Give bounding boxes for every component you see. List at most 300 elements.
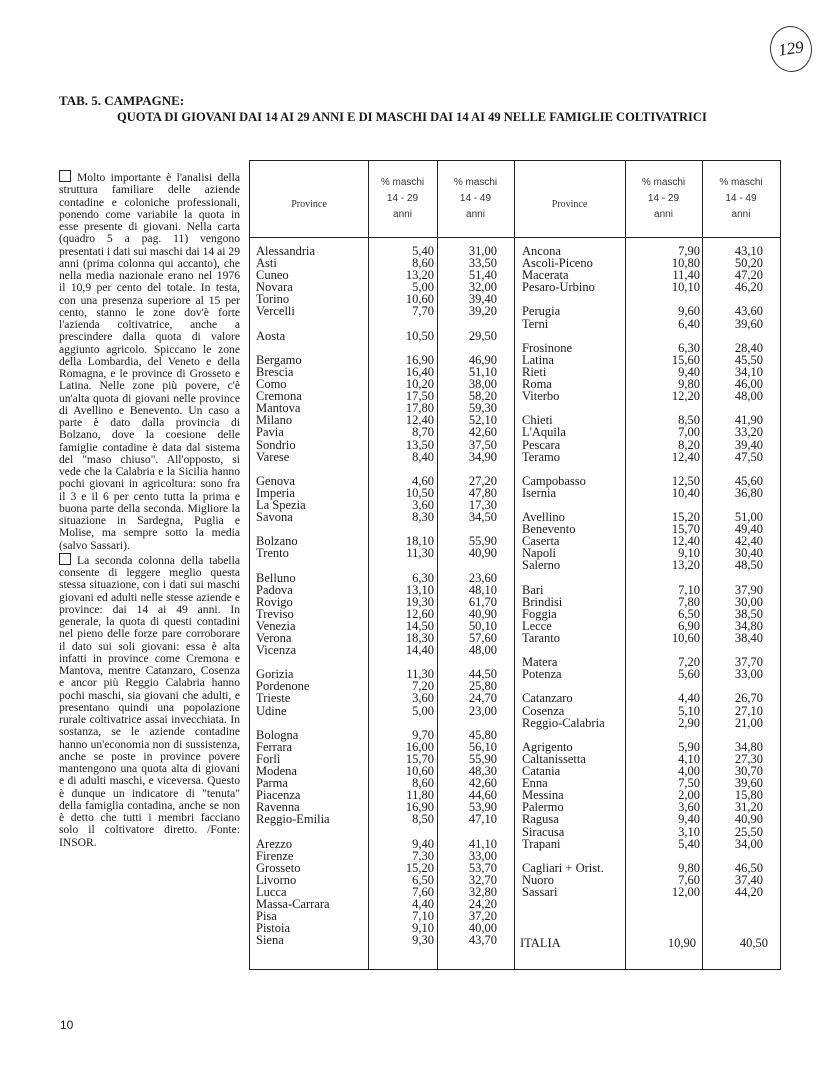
- pct-14-29-cell: 9,70: [412, 727, 434, 742]
- province-cell: Perugia: [522, 304, 561, 319]
- table-row: [516, 305, 763, 317]
- pct-14-49-cell: 51,40: [468, 268, 497, 283]
- province-cell: Isernia: [522, 485, 557, 500]
- pct-14-29-cell: 6,90: [678, 618, 700, 633]
- pct-14-29-cell: 13,20: [671, 558, 700, 573]
- province-cell: Pescara: [522, 437, 561, 452]
- paragraph-2-text: La seconda colonna della tabella consente di leggere meglio questa stessa situazione, con i dati sui maschi giovani ed adulti nelle stesse aziende e province: dai 14 ai 49 anni. In generale, la quota di questi contadini nel pieno delle forze pare corroborare il dato sui soli giovani: essa è alta infatti in province come Cremona e Mantova, mentre Catanzaro, Cosenza e ancor più Reggio Calabria hanno pochi maschi, sia giovani che adulti, e presentano quindi una popolazione rurale coltivatrice assai invecchiata. In sostanza, se le aziende contadine hanno un'economia non di sussistenza, anche se poste in province povere mantengono una quota alta di giovani e di adulti maschi, e viceversa. Questo è dunque un indicatore di "tenuta" della famiglia contadina, anche se non è detto che tutti i membri facciano solo il coltivatore diretto. /Fonte: INSOR.: [59, 553, 240, 849]
- pct-14-49-cell: 58,20: [468, 389, 497, 404]
- pct-14-49-cell: 34,80: [734, 618, 763, 633]
- paragraph-1-text: Molto importante è l'analisi della struttura familiare delle aziende contadine e coloniche professionali, ponendo come variabile la quota in esse presente di giovani. Nella carta (quadro 5 a pag. 11) vengono presentati i dati sui maschi dai 14 ai 29 anni (prima colonna qui accanto), che nella media nazionale erano nel 1976 il 10,9 per cento del totale. In testa, con una presenza superiore al 15 per cento, stanno le zone dov'è forte l'azienda coltivatrice, anche a prescindere dalla quota di valore aggiunto agricolo. Spiccano le zone della Lombardia, del Veneto e della Romagna, e le province di Grosseto e Latina. Nelle zone più povere, c'è un'alta quota di giovani nelle province di Avellino e Benevento. Un caso a parte è dato dalla provincia di Bolzano, dove la coesione delle famiglie contadine è data dal sistema del "maso chiuso". All'opposto, si vede che la Calabria e la Sicilia hanno pochi giovani in agricoltura: sono fra il 3 e il 6 per cento tutta la prima e buona parte della seconda. Migliore la situazione in Sardegna, Puglia e Molise, ma sempre sotto la media (salvo Sassari).: [59, 171, 240, 552]
- spacer-row: [250, 826, 497, 838]
- pct-14-49-cell: 33,00: [734, 667, 763, 682]
- province-cell: Salerno: [522, 558, 561, 573]
- checkbox-square-icon: [59, 553, 71, 565]
- pct-14-29-cell: 7,20: [678, 655, 700, 670]
- province-cell: Udine: [256, 703, 287, 718]
- province-cell: Vicenza: [256, 643, 297, 658]
- province-cell: Enna: [522, 776, 548, 791]
- pct-14-49-cell: 47,80: [468, 485, 497, 500]
- province-cell: Trapani: [522, 836, 561, 851]
- pct-14-49-cell: 37,90: [734, 582, 763, 597]
- table-row: [516, 451, 763, 463]
- pct-14-49-cell: 45,50: [734, 352, 763, 367]
- pct-14-29-cell: 8,40: [412, 449, 434, 464]
- province-cell: Livorno: [256, 872, 297, 887]
- province-cell: Caltanissetta: [522, 751, 586, 766]
- table-row: [250, 330, 497, 342]
- spacer-row: [516, 330, 763, 342]
- province-cell: Catanzaro: [522, 691, 573, 706]
- spacer-row: [250, 717, 497, 729]
- pct-14-29-cell: 12,60: [405, 606, 434, 621]
- province-cell: Grosseto: [256, 860, 301, 875]
- pct-14-29-cell: 8,50: [678, 413, 700, 428]
- table-row: [516, 608, 763, 620]
- pct-14-49-cell: 37,50: [468, 437, 497, 452]
- pct-14-49-cell: 61,70: [468, 594, 497, 609]
- pct-14-29-cell: 7,30: [412, 848, 434, 863]
- province-cell: Ascoli-Piceno: [522, 256, 593, 271]
- spacer-row: [516, 572, 763, 584]
- province-cell: Cremona: [256, 389, 302, 404]
- pct-14-49-cell: 23,60: [468, 570, 497, 585]
- province-cell: Brescia: [256, 364, 294, 379]
- italia-value-1: 10,90: [667, 936, 696, 950]
- province-cell: Avellino: [522, 510, 565, 525]
- pct-14-49-cell: 41,90: [734, 413, 763, 428]
- province-cell: Trieste: [256, 691, 291, 706]
- pct-14-49-cell: 27,20: [468, 473, 497, 488]
- pct-14-29-cell: 14,50: [405, 618, 434, 633]
- pct-14-49-cell: 27,10: [734, 703, 763, 718]
- pct-14-29-cell: 13,20: [405, 268, 434, 283]
- pct-14-49-cell: 53,90: [468, 800, 497, 815]
- province-cell: Venezia: [256, 618, 296, 633]
- province-cell: Verona: [256, 631, 292, 645]
- province-cell: Rieti: [522, 364, 547, 379]
- province-cell: Bolzano: [256, 534, 298, 549]
- pct-14-49-cell: 59,30: [468, 401, 497, 416]
- table-row: [250, 922, 497, 934]
- province-cell: Pistoia: [256, 921, 291, 936]
- pct-14-29-cell: 8,70: [412, 425, 434, 440]
- pct-14-49-cell: 37,40: [734, 872, 763, 887]
- pct-14-29-cell: 12,20: [671, 389, 700, 404]
- pct-14-49-cell: 37,20: [468, 909, 497, 924]
- table-row: [516, 813, 763, 825]
- pct-14-29-cell: 17,50: [405, 389, 434, 404]
- pct-14-29-cell: 15,70: [671, 522, 700, 537]
- table-row: [250, 838, 497, 850]
- table-row: [516, 692, 763, 704]
- header-col1-left: [368, 175, 437, 223]
- pct-14-29-cell: 10,20: [405, 377, 434, 392]
- pct-14-49-cell: 30,00: [734, 594, 763, 609]
- pct-14-29-cell: 7,00: [678, 425, 700, 440]
- pct-14-29-cell: 10,50: [405, 328, 434, 343]
- commentary-paragraph-1: [59, 170, 240, 552]
- pct-14-29-cell: 4,10: [678, 751, 700, 766]
- pct-14-49-cell: 43,60: [734, 304, 763, 319]
- pct-14-29-cell: 5,40: [412, 244, 434, 258]
- province-cell: Roma: [522, 377, 552, 392]
- pct-14-49-cell: 48,10: [468, 582, 497, 597]
- pct-14-29-cell: 18,30: [405, 631, 434, 645]
- pct-14-29-cell: 12,40: [671, 534, 700, 549]
- archive-stamp: 129: [767, 23, 815, 74]
- province-cell: Lecce: [522, 618, 552, 633]
- province-cell: Como: [256, 377, 287, 392]
- province-cell: Arezzo: [256, 836, 293, 851]
- table-row: [250, 305, 497, 317]
- pct-14-49-cell: 39,60: [734, 776, 763, 791]
- pct-14-29-cell: 12,50: [671, 473, 700, 488]
- province-cell: Modena: [256, 764, 297, 779]
- pct-14-49-cell: 49,40: [734, 522, 763, 537]
- page-number: 10: [60, 1018, 74, 1032]
- province-cell: Lucca: [256, 884, 287, 899]
- pct-14-29-cell: 8,20: [678, 437, 700, 452]
- pct-14-49-cell: 50,10: [468, 618, 497, 633]
- pct-14-49-cell: 42,60: [468, 425, 497, 440]
- pct-14-49-cell: 46,90: [468, 352, 497, 367]
- province-cell: Catania: [522, 764, 561, 779]
- italia-label: ITALIA: [520, 936, 561, 950]
- pct-14-49-cell: 25,50: [734, 824, 763, 839]
- pct-14-49-cell: 45,80: [468, 727, 497, 742]
- province-cell: Cagliari + Orist.: [522, 860, 604, 875]
- pct-14-49-cell: 45,60: [734, 473, 763, 488]
- pct-14-49-cell: 21,00: [734, 715, 763, 730]
- province-cell: Bologna: [256, 727, 299, 742]
- province-cell: Ferrara: [256, 739, 293, 754]
- province-cell: Milano: [256, 413, 293, 428]
- pct-14-29-cell: 5,10: [678, 703, 700, 718]
- pct-14-49-cell: 15,80: [734, 788, 763, 803]
- table-row: [250, 644, 497, 656]
- pct-14-29-cell: 7,10: [412, 909, 434, 924]
- province-cell: Brindisi: [522, 594, 563, 609]
- pct-14-49-cell: 47,20: [734, 268, 763, 283]
- pct-14-29-cell: 9,80: [678, 860, 700, 875]
- pct-14-29-cell: 15,60: [671, 352, 700, 367]
- pct-14-49-cell: 40,90: [734, 812, 763, 827]
- table-row: [250, 813, 497, 825]
- table-row: [516, 838, 763, 850]
- pct-14-29-cell: 9,10: [678, 546, 700, 561]
- pct-14-49-cell: 51,10: [468, 364, 497, 379]
- province-cell: Mantova: [256, 401, 301, 416]
- italia-value-2: 40,50: [739, 936, 768, 950]
- pct-14-29-cell: 4,00: [678, 764, 700, 779]
- province-cell: Ravenna: [256, 800, 300, 815]
- province-cell: Trento: [256, 546, 289, 561]
- pct-14-29-cell: 11,30: [406, 546, 434, 561]
- pct-14-29-cell: 5,00: [412, 280, 434, 295]
- province-cell: Belluno: [256, 570, 296, 585]
- pct-14-29-cell: 13,10: [405, 582, 434, 597]
- province-cell: Teramo: [522, 449, 560, 464]
- province-cell: Macerata: [522, 268, 569, 283]
- pct-14-29-cell: 16,90: [405, 352, 434, 367]
- province-cell: Genova: [256, 473, 295, 488]
- pct-14-49-cell: 52,10: [468, 413, 497, 428]
- pct-14-49-cell: 32,70: [468, 872, 497, 887]
- pct-14-49-cell: 57,60: [468, 631, 497, 645]
- province-cell: Reggio-Calabria: [522, 715, 605, 730]
- pct-14-29-cell: 10,60: [405, 292, 434, 307]
- pct-14-29-cell: 15,70: [405, 751, 434, 766]
- pct-14-49-cell: 47,10: [468, 812, 497, 827]
- pct-14-49-cell: 56,10: [468, 739, 497, 754]
- pct-14-29-cell: 9,40: [678, 812, 700, 827]
- pct-14-29-cell: 2,90: [678, 715, 700, 730]
- table-row: [250, 439, 497, 451]
- header-province-right: Province: [551, 199, 588, 210]
- pct-14-49-cell: 27,30: [734, 751, 763, 766]
- pct-14-29-cell: 14,40: [405, 643, 434, 658]
- table-row: [516, 886, 763, 898]
- province-cell: La Spezia: [256, 497, 306, 512]
- table-row: [250, 596, 497, 608]
- pct-14-49-cell: 51,00: [734, 510, 763, 525]
- header-unit: anni: [731, 209, 751, 220]
- province-cell: Pavia: [256, 425, 284, 440]
- province-cell: Napoli: [522, 546, 557, 561]
- table-row: [250, 584, 497, 596]
- province-cell: Pordenone: [256, 679, 310, 694]
- pct-14-29-cell: 7,70: [412, 304, 434, 319]
- pct-14-49-cell: 55,90: [468, 751, 497, 766]
- table-row: [250, 898, 497, 910]
- spacer-row: [516, 850, 763, 862]
- pct-14-49-cell: 39,60: [734, 316, 763, 331]
- province-cell: Nuoro: [522, 872, 554, 887]
- pct-14-29-cell: 7,90: [678, 244, 700, 258]
- pct-14-49-cell: 38,50: [734, 606, 763, 621]
- checkbox-square-icon: [59, 170, 71, 182]
- header-province-left: Province: [291, 199, 327, 210]
- province-cell: Frosinone: [522, 340, 572, 355]
- pct-14-29-cell: 16,00: [405, 739, 434, 754]
- province-cell: Massa-Carrara: [256, 897, 330, 912]
- pct-14-49-cell: 32,80: [468, 884, 497, 899]
- province-cell: Bari: [522, 582, 544, 597]
- province-cell: Novara: [256, 280, 293, 295]
- table-row: [250, 547, 497, 559]
- pct-14-49-cell: 46,50: [734, 860, 763, 875]
- pct-14-49-cell: 39,40: [734, 437, 763, 452]
- pct-14-49-cell: 48,00: [734, 389, 763, 404]
- pct-14-29-cell: 6,50: [678, 606, 700, 621]
- province-cell: Potenza: [522, 667, 562, 682]
- spacer-row: [516, 463, 763, 475]
- province-cell: Padova: [256, 582, 293, 597]
- pct-14-29-cell: 9,10: [412, 921, 434, 936]
- header-label: % maschi: [719, 177, 763, 188]
- province-cell: Campobasso: [522, 473, 586, 488]
- province-cell: Chieti: [522, 413, 553, 428]
- pct-14-49-cell: 33,20: [734, 425, 763, 440]
- italia-total-row: [520, 936, 768, 951]
- pct-14-49-cell: 44,20: [734, 884, 763, 899]
- province-cell: Treviso: [256, 606, 294, 621]
- province-cell: Foggia: [522, 606, 557, 621]
- province-cell: Pesaro-Urbino: [522, 280, 595, 295]
- province-cell: Sondrio: [256, 437, 296, 452]
- province-cell: Imperia: [256, 485, 295, 500]
- table-row: [250, 572, 497, 584]
- pct-14-29-cell: 4,40: [412, 897, 434, 912]
- pct-14-29-cell: 15,20: [405, 860, 434, 875]
- table-row: [250, 705, 497, 717]
- pct-14-49-cell: 26,70: [734, 691, 763, 706]
- pct-14-29-cell: 4,40: [678, 691, 700, 706]
- pct-14-49-cell: 42,40: [734, 534, 763, 549]
- pct-14-49-cell: 39,40: [468, 292, 497, 307]
- table-divider: [514, 161, 515, 969]
- header-col1-right: [625, 175, 702, 223]
- pct-14-29-cell: 18,10: [405, 534, 434, 549]
- pct-14-49-cell: 31,00: [468, 244, 497, 258]
- pct-14-29-cell: 4,60: [412, 473, 434, 488]
- pct-14-49-cell: 46,20: [734, 280, 763, 295]
- pct-14-29-cell: 13,50: [405, 437, 434, 452]
- pct-14-29-cell: 17,80: [405, 401, 434, 416]
- header-rule: [250, 237, 780, 238]
- pct-14-29-cell: 8,50: [412, 812, 434, 827]
- pct-14-49-cell: 42,60: [468, 776, 497, 791]
- table-row: [516, 826, 763, 838]
- header-range: 14 - 49: [459, 193, 492, 204]
- pct-14-29-cell: 9,40: [678, 364, 700, 379]
- pct-14-49-cell: 37,70: [734, 655, 763, 670]
- data-table: [249, 160, 781, 970]
- pct-14-29-cell: 5,90: [678, 739, 700, 754]
- pct-14-49-cell: 40,90: [468, 546, 497, 561]
- province-cell: Terni: [522, 316, 549, 331]
- pct-14-29-cell: 6,40: [678, 316, 700, 331]
- spacer-row: [250, 463, 497, 475]
- pct-14-29-cell: 16,40: [405, 364, 434, 379]
- province-cell: Siena: [256, 933, 284, 948]
- province-cell: Aosta: [256, 328, 286, 343]
- province-cell: Benevento: [522, 522, 576, 537]
- table-row: [250, 245, 497, 257]
- pct-14-49-cell: 43,70: [468, 933, 497, 948]
- pct-14-29-cell: 7,20: [412, 679, 434, 694]
- province-cell: Pisa: [256, 909, 277, 924]
- table-row: [516, 318, 763, 330]
- table-row: [250, 741, 497, 753]
- province-cell: Vercelli: [256, 304, 295, 319]
- table-title: QUOTA DI GIOVANI DAI 14 AI 29 ANNI E DI MASCHI DAI 14 AI 49 NELLE FAMIGLIE COLTIVATRICI: [117, 110, 707, 124]
- pct-14-49-cell: 17,30: [468, 497, 497, 512]
- pct-14-49-cell: 34,80: [734, 739, 763, 754]
- table-row: [516, 366, 763, 378]
- pct-14-29-cell: 9,30: [412, 933, 434, 948]
- pct-14-49-cell: 33,00: [468, 848, 497, 863]
- province-cell: Cosenza: [522, 703, 565, 718]
- pct-14-49-cell: 40,90: [468, 606, 497, 621]
- pct-14-49-cell: 34,50: [468, 510, 497, 525]
- table-row: [516, 426, 763, 438]
- pct-14-29-cell: 15,20: [671, 510, 700, 525]
- table-row: [516, 390, 763, 402]
- province-cell: Caserta: [522, 534, 560, 549]
- pct-14-49-cell: 50,20: [734, 256, 763, 271]
- province-cell: Forlì: [256, 751, 281, 766]
- header-col2-left: [437, 175, 514, 223]
- pct-14-29-cell: 3,10: [678, 824, 700, 839]
- pct-14-29-cell: 8,60: [412, 256, 434, 271]
- header-col2-right: [702, 175, 780, 223]
- province-cell: Piacenza: [256, 788, 301, 803]
- pct-14-49-cell: 36,80: [734, 485, 763, 500]
- pct-14-29-cell: 11,30: [406, 667, 434, 682]
- table-row: [250, 850, 497, 862]
- pct-14-49-cell: 53,70: [468, 860, 497, 875]
- pct-14-29-cell: 9,60: [678, 304, 700, 319]
- pct-14-49-cell: 48,00: [468, 643, 497, 658]
- header-range: 14 - 29: [386, 193, 419, 204]
- pct-14-29-cell: 8,30: [412, 510, 434, 525]
- commentary-column: [59, 170, 240, 850]
- table-row: [516, 281, 763, 293]
- pct-14-49-cell: 31,20: [734, 800, 763, 815]
- pct-14-49-cell: 29,50: [468, 328, 497, 343]
- pct-14-49-cell: 38,40: [734, 631, 763, 645]
- pct-14-29-cell: 3,60: [412, 691, 434, 706]
- province-cell: L'Aquila: [522, 425, 566, 440]
- pct-14-49-cell: 32,00: [468, 280, 497, 295]
- pct-14-29-cell: 8,60: [412, 776, 434, 791]
- pct-14-49-cell: 46,00: [734, 377, 763, 392]
- pct-14-49-cell: 38,00: [468, 377, 497, 392]
- pct-14-49-cell: 23,00: [468, 703, 497, 718]
- pct-14-29-cell: 9,40: [412, 836, 434, 851]
- pct-14-29-cell: 5,00: [412, 703, 434, 718]
- province-cell: Reggio-Emilia: [256, 812, 330, 827]
- pct-14-29-cell: 7,60: [412, 884, 434, 899]
- header-label: % maschi: [641, 177, 686, 188]
- table-row: [516, 487, 763, 499]
- province-cell: Ancona: [522, 244, 561, 258]
- pct-14-29-cell: 10,60: [405, 764, 434, 779]
- table-row: [516, 584, 763, 596]
- province-cell: Torino: [256, 292, 290, 307]
- pct-14-29-cell: 12,00: [671, 884, 700, 899]
- header-unit: anni: [654, 209, 673, 220]
- left-rows: [250, 245, 497, 946]
- pct-14-29-cell: 6,50: [412, 872, 434, 887]
- province-cell: Matera: [522, 655, 558, 670]
- table-row: [516, 439, 763, 451]
- pct-14-49-cell: 43,10: [734, 244, 763, 258]
- pct-14-49-cell: 34,00: [734, 836, 763, 851]
- pct-14-29-cell: 6,30: [412, 570, 434, 585]
- province-cell: Siracusa: [522, 824, 565, 839]
- table-row: [516, 354, 763, 366]
- pct-14-29-cell: 2,00: [678, 788, 700, 803]
- pct-14-49-cell: 33,50: [468, 256, 497, 271]
- province-cell: Firenze: [256, 848, 294, 863]
- pct-14-29-cell: 5,60: [678, 667, 700, 682]
- pct-14-29-cell: 10,10: [671, 280, 700, 295]
- table-row: [516, 559, 763, 571]
- pct-14-49-cell: 41,10: [468, 836, 497, 851]
